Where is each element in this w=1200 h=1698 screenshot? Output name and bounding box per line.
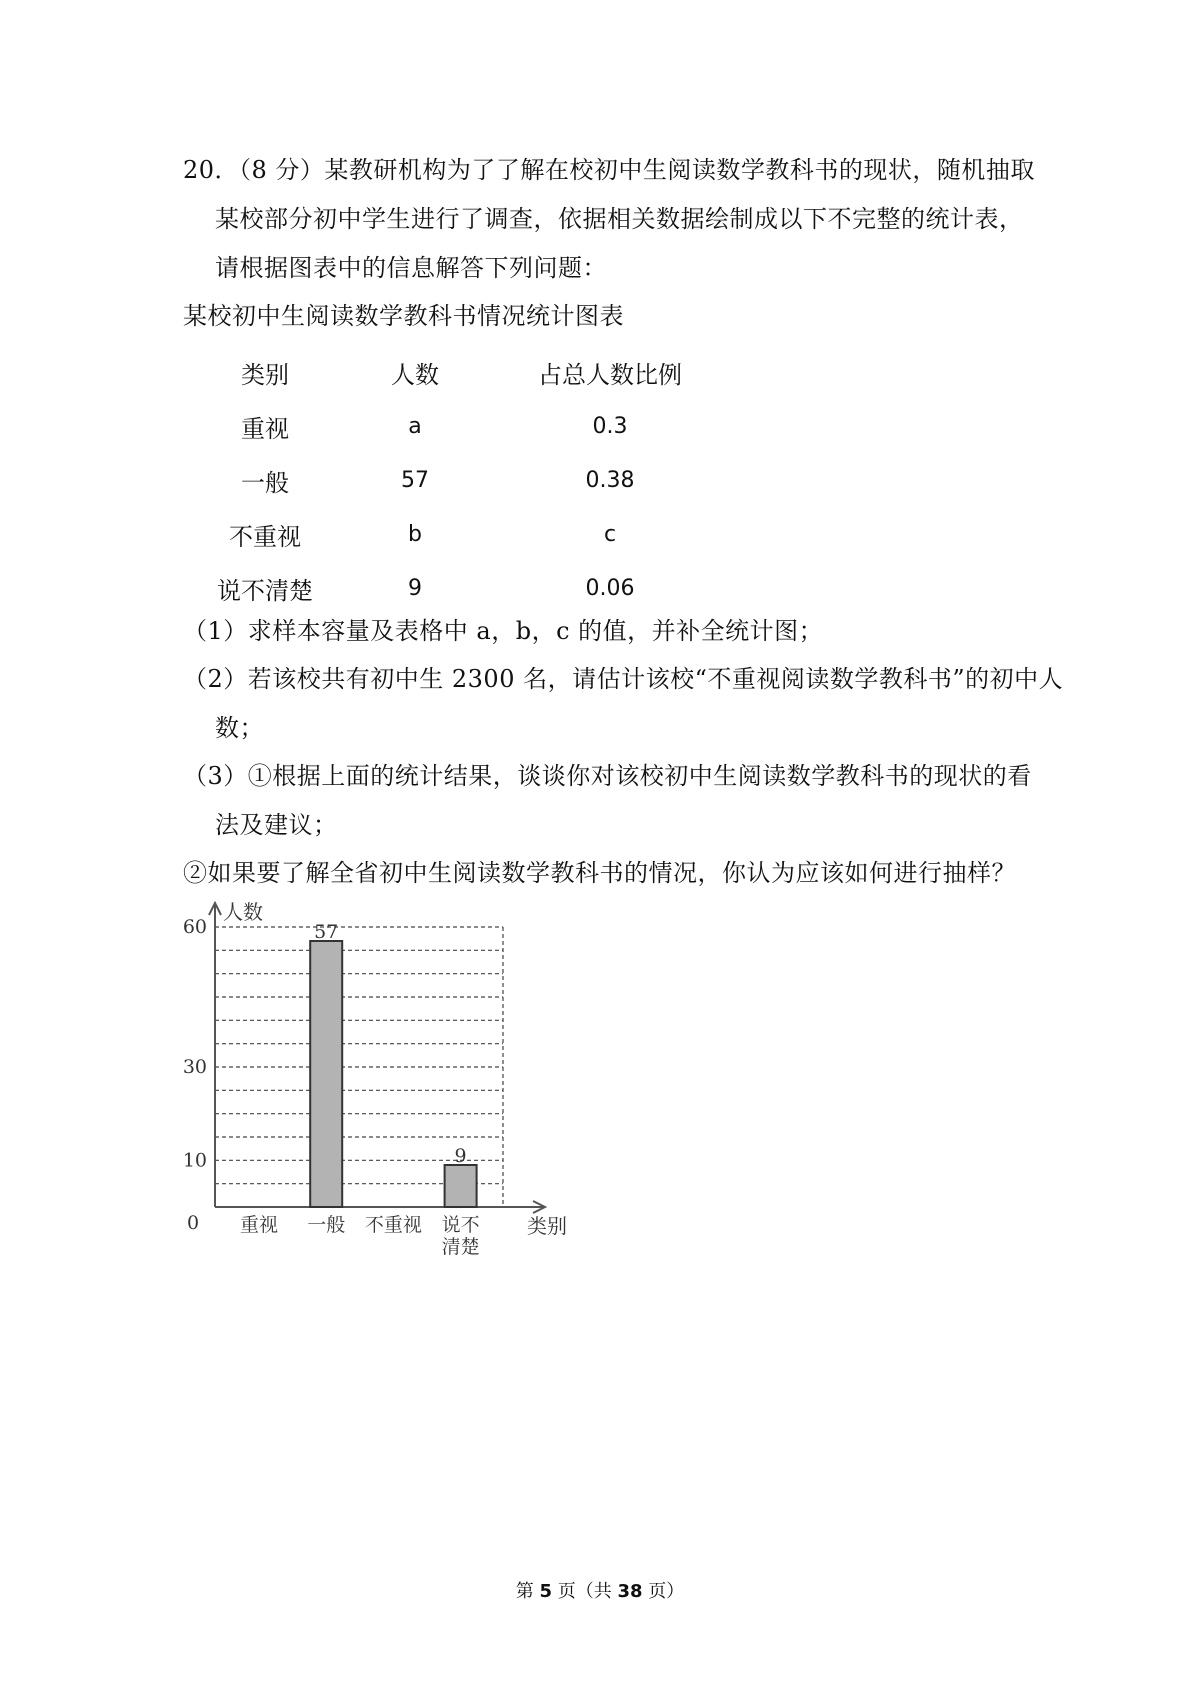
origin-label: 0 [187,1212,200,1234]
footer-total-pages: 38 [617,1581,643,1602]
footer-suffix: 页） [648,1581,685,1602]
table-header-ratio: 占总人数比例 [538,360,682,389]
question-text-line-3: 请根据图表中的信息解答下列问题： [215,254,607,282]
page-footer [0,1577,1200,1603]
table-header-row [200,345,720,399]
y-tick-label: 10 [182,1149,207,1172]
table-row [200,507,720,561]
y-tick-label: 60 [182,916,207,938]
table-cell-ratio: 0.38 [585,467,635,493]
table-cell-category: 一般 [241,468,289,497]
statistics-table [200,345,720,615]
x-tick-label: 重视 [239,1214,279,1236]
subquestion-1: （1）求样本容量及表格中 a，b，c 的值，并补全统计图； [183,617,824,645]
x-tick-label: 不重视 [364,1214,422,1236]
table-cell-category: 不重视 [229,522,301,551]
x-tick-label: 清楚 [441,1236,480,1258]
table-row [200,399,720,453]
question-text-line-1: 20．（8 分）某教研机构为了了解在校初中生阅读数学教科书的现状，随机抽取 [183,156,1035,184]
table-cell-category: 说不清楚 [217,576,313,605]
subquestion-2-line-2: 数； [215,714,264,742]
table-cell-count: a [408,413,422,439]
y-axis-label: 人数 [223,900,263,924]
bar [310,941,342,1207]
table-cell-ratio: 0.06 [585,575,635,601]
table-row [200,453,720,507]
table-header-count: 人数 [391,360,439,389]
x-tick-label: 一般 [307,1214,346,1236]
table-cell-count: 57 [401,467,429,493]
bar-data-label: 9 [454,1145,467,1167]
bar [445,1165,477,1207]
table-header-category: 类别 [241,360,289,389]
table-title: 某校初中生阅读数学教科书情况统计图表 [183,302,624,330]
subquestion-3-line-2: 法及建议； [215,811,338,839]
x-tick-label: 说不 [441,1214,480,1236]
bar-chart [175,895,595,1265]
footer-middle: 页（共 [557,1581,612,1602]
bar-data-label: 57 [314,921,339,943]
table-cell-count: b [408,521,422,547]
table-row [200,561,720,615]
table-cell-ratio: c [603,521,617,547]
x-axis-label: 类别 [527,1214,567,1238]
footer-page-number: 5 [539,1581,552,1602]
subquestion-4: ②如果要了解全省初中生阅读数学教科书的情况，你认为应该如何进行抽样？ [183,859,1016,887]
footer-prefix: 第 [515,1581,534,1602]
table-cell-ratio: 0.3 [592,413,628,439]
table-cell-category: 重视 [241,414,289,443]
table-cell-count: 9 [408,575,422,601]
y-tick-label: 30 [182,1056,207,1078]
subquestion-3-line-1: （3）①根据上面的统计结果，谈谈你对该校初中生阅读数学教科书的现状的看 [183,762,1032,790]
question-text-line-2: 某校部分初中学生进行了调查，依据相关数据绘制成以下不完整的统计表， [215,205,1024,233]
subquestion-2-line-1: （2）若该校共有初中生 2300 名，请估计该校“不重视阅读数学教科书”的初中人 [183,665,1064,693]
